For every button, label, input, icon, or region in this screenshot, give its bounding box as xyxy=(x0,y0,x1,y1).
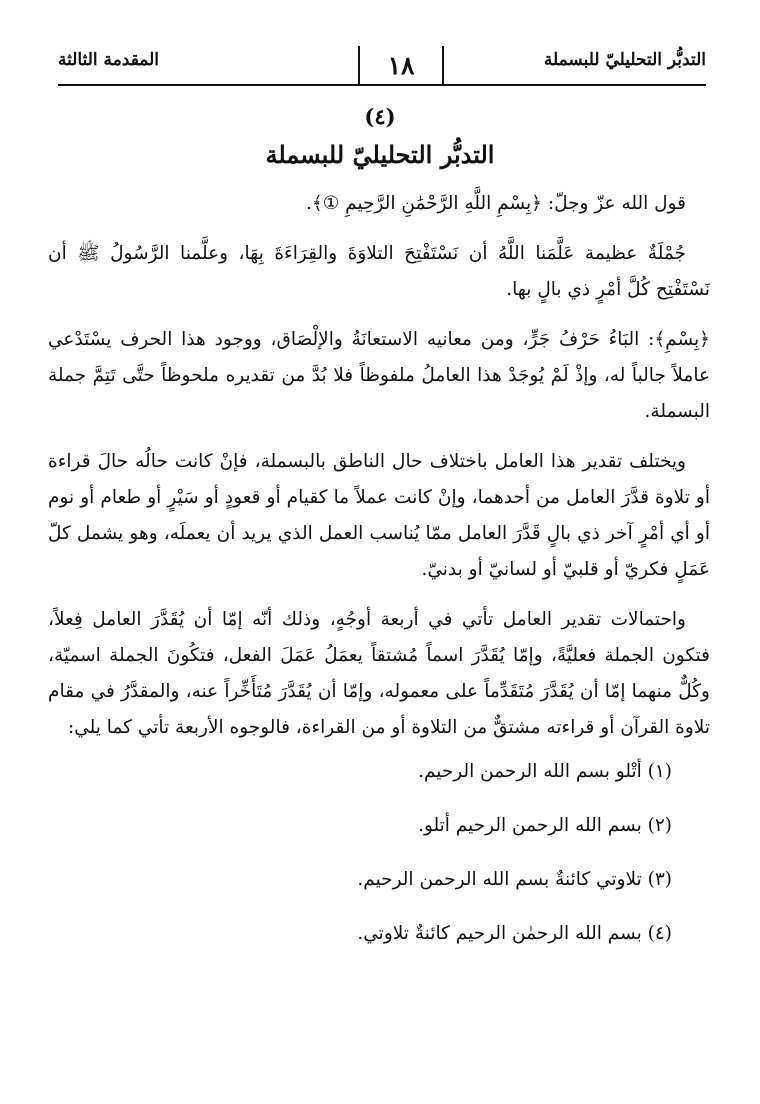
list-item: (٢) بسم الله الرحمن الرحيم أتلو. xyxy=(418,815,672,836)
section-title: المقدمة الثالثة xyxy=(58,50,160,70)
body-text xyxy=(48,186,710,952)
paragraph: ويختلف تقدير هذا العامل باختلاف حال الناطق بالبسملة، فإنْ كانت حالُه حالَ قراءة أو تلاوة قدَّرَ العامل من أحدهما، وإنْ كانت عملاً ما كقيام أو قعودٍ أو سَيْرٍ أو طعام أو نوم أو أي أمْرٍ آخر ذي بالٍ قَدَّرَ العامل ممّا يُناسب العمل الذي يريد أن يعملَه، وهو يشمل كلّ عَمَلٍ فكريّ أو قلبيّ أو لسانيّ أو بدنيّ. xyxy=(48,451,710,580)
list-item: (٣) تلاوتي كائنةٌ بسم الله الرحمن الرحيم. xyxy=(357,869,672,890)
book-title: التدبُّر التحليليّ للبسملة xyxy=(543,50,706,70)
list-item: (١) أتْلو بسم الله الرحمن الرحيم. xyxy=(418,761,672,782)
header-rule xyxy=(58,84,706,86)
paragraph: قول الله عزّ وجلّ: ﴿بِسْمِ اللَّهِ الرَّحْمَٰنِ الرَّحِيمِ ①﴾. xyxy=(305,193,686,214)
paragraph: جُمْلَةٌ عظيمة عَلَّمَنا اللَّهُ أن نَسْتَفْتِحَ التلاوَةَ والقِرَاءَةَ بِهَا، وعلَّمنا الرَّسُولُ ﷺ أن نَسْتَفْتِح كُلَّ أمْرٍ ذي بالٍ بها. xyxy=(48,243,710,300)
chapter-number: (٤) xyxy=(364,104,396,129)
list-item: (٤) بسم الله الرحمٰن الرحيم كائنةٌ تلاوتي. xyxy=(357,923,672,944)
page-number: ١٨ xyxy=(358,46,444,84)
chapter-title: التدبُّر التحليليّ للبسملة xyxy=(265,140,495,169)
running-header xyxy=(58,36,706,86)
numbered-list xyxy=(48,754,710,952)
paragraph: ﴿بِسْمِ﴾: البَاءُ حَرْفُ جَرٍّ، ومن معانيه الاستعانَةُ والإلْصَاق، ووجود هذا الحرف يسْتَدْعي عاملاً جالباً له، وإذْ لَمْ يُوجَدْ هذا العاملُ ملفوظاً فلا بُدَّ من تقديره ملحوظاً حتَّى تَتِمَّ جملة البسملة. xyxy=(48,329,710,422)
paragraph: واحتمالات تقدير العامل تأتي في أربعة أوجُهٍ، وذلك أنّه إمّا أن يُقَدَّرَ العامل فِعلاً، فتكون الجملة فعليَّةً، وإمّا يُقَدَّرَ اسماً مُشتقاً يعمَلُ عَمَلَ الفعل، فتكُونَ الجملة اسميّة، وكُلٌّ منهما إمّا أن يُقَدَّرَ مُتَقَدِّماً على معموله، وإمّا أن يُقَدَّرَ مُتَأَخِّراً عنه، والمقدَّرُ في مقام تلاوة القرآن أو قراءته مشتقٌّ من التلاوة أو من القراءة، فالوجوه الأربعة تأتي كما يلي: xyxy=(48,609,710,738)
